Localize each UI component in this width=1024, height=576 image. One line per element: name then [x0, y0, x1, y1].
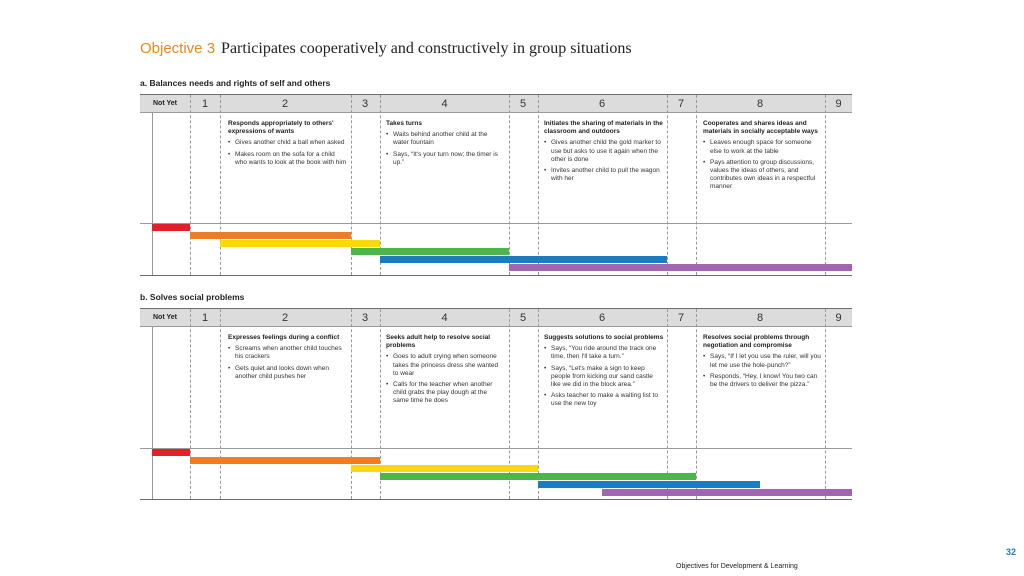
indicator-b6	[544, 334, 664, 409]
footer-book-title: Objectives for Development & Learning	[676, 563, 798, 570]
example-bullet: • Says, “Let's make a sign to keep people from kicking our sand castle like we did in the block area.”	[544, 365, 664, 390]
header-level-1: 1	[201, 97, 209, 110]
header-level-7: 7	[677, 97, 685, 110]
header-level-9: 9	[835, 311, 842, 324]
level-band-yellow	[351, 465, 538, 472]
header-level-3: 3	[361, 97, 369, 110]
header-level-6: 6	[598, 311, 606, 324]
example-bullet: • Screams when another child touches his crackers	[228, 345, 348, 361]
objective-title	[140, 40, 632, 58]
example-bullet: • Gets quiet and looks down when another child pushes her	[228, 365, 348, 381]
indicator-a4	[386, 120, 504, 167]
indicator-title: Resolves social problems through negotiation and compromise	[703, 334, 810, 350]
level-band-orange	[190, 232, 351, 239]
example-bullet: • Responds, “Hey, I know! You two can be the drivers to deliver the pizza.”	[703, 373, 823, 389]
level-band-yellow	[220, 240, 380, 247]
example-bullet: • Says, “It's your turn now; the timer is up.”	[386, 151, 504, 167]
level-band-red	[152, 449, 190, 456]
example-bullet: • Gives another child the gold marker to use but asks to use it again when the other is done	[544, 139, 664, 164]
indicator-title: Expresses feelings during a conflict	[228, 334, 340, 341]
header-level-8: 8	[756, 311, 764, 324]
objective-text: Participates cooperatively and constructively in group situations	[221, 40, 632, 57]
header-level-7: 7	[677, 311, 685, 324]
header-level-2: 2	[281, 311, 289, 324]
header-not-yet: Not Yet	[153, 314, 177, 321]
header-level-5: 5	[519, 97, 527, 110]
example-bullet: • Says, “If I let you use the ruler, will you let me use the hole-punch?”	[703, 353, 823, 369]
example-bullet: • Invites another child to pull the wagon with her	[544, 167, 664, 183]
section-b-title: b. Solves social problems	[140, 292, 245, 302]
header-level-3: 3	[361, 311, 369, 324]
indicator-b2	[228, 334, 348, 381]
header-level-4: 4	[441, 97, 448, 110]
indicator-title: Takes turns	[386, 120, 423, 127]
level-band-red	[152, 224, 190, 231]
indicator-b8	[703, 334, 823, 389]
level-band-purple	[602, 489, 852, 496]
example-bullet: • Waits behind another child at the water fountain	[386, 131, 504, 147]
example-bullet: • Asks teacher to make a waiting list to use the new toy	[544, 392, 664, 408]
level-band-purple	[509, 264, 852, 271]
example-bullet: • Gives another child a ball when asked	[228, 139, 348, 147]
section-a-title: a. Balances needs and rights of self and others	[140, 78, 331, 88]
header-level-2: 2	[281, 97, 289, 110]
header-level-1: 1	[201, 311, 209, 324]
objective-number: Objective 3	[140, 40, 216, 57]
level-header	[140, 309, 852, 326]
header-level-9: 9	[835, 97, 842, 110]
level-band-green	[351, 248, 509, 255]
header-level-5: 5	[519, 311, 527, 324]
example-bullet: • Pays attention to group discussions, values the ideas of others, and contributes own ideas in a respectful manner	[703, 159, 823, 192]
indicator-a2	[228, 120, 348, 167]
indicator-title: Responds appropriately to others' expressions of wants	[228, 120, 334, 136]
level-band-blue	[538, 481, 760, 488]
indicator-a8	[703, 120, 823, 192]
header-level-4: 4	[441, 311, 448, 324]
level-header	[140, 95, 852, 112]
header-not-yet: Not Yet	[153, 100, 177, 107]
example-bullet: • Says, “You ride around the track one time, then I'll take a turn.”	[544, 345, 664, 361]
level-band-orange	[190, 457, 380, 464]
example-bullet: • Makes room on the sofa for a child who wants to look at the book with him	[228, 151, 348, 167]
section-a-panel	[140, 94, 852, 276]
header-level-8: 8	[756, 97, 764, 110]
page-number: 32	[1005, 547, 1016, 557]
example-bullet: • Leaves enough space for someone else to work at the table	[703, 139, 823, 155]
level-band-green	[380, 473, 696, 480]
indicator-b4	[386, 334, 504, 406]
indicator-title: Initiates the sharing of materials in the classroom and outdoors	[544, 120, 663, 136]
example-bullet: • Goes to adult crying when someone takes the princess dress she wanted to wear	[386, 353, 504, 378]
indicator-title: Seeks adult help to resolve social problems	[386, 334, 491, 350]
section-b-panel	[140, 308, 852, 500]
header-level-6: 6	[598, 97, 606, 110]
indicator-a6	[544, 120, 664, 183]
level-band-blue	[380, 256, 667, 263]
indicator-title: Suggests solutions to social problems	[544, 334, 664, 341]
indicator-title: Cooperates and shares ideas and materials in socially acceptable ways	[703, 120, 818, 136]
example-bullet: • Calls for the teacher when another child grabs the play dough at the same time he does	[386, 381, 504, 406]
